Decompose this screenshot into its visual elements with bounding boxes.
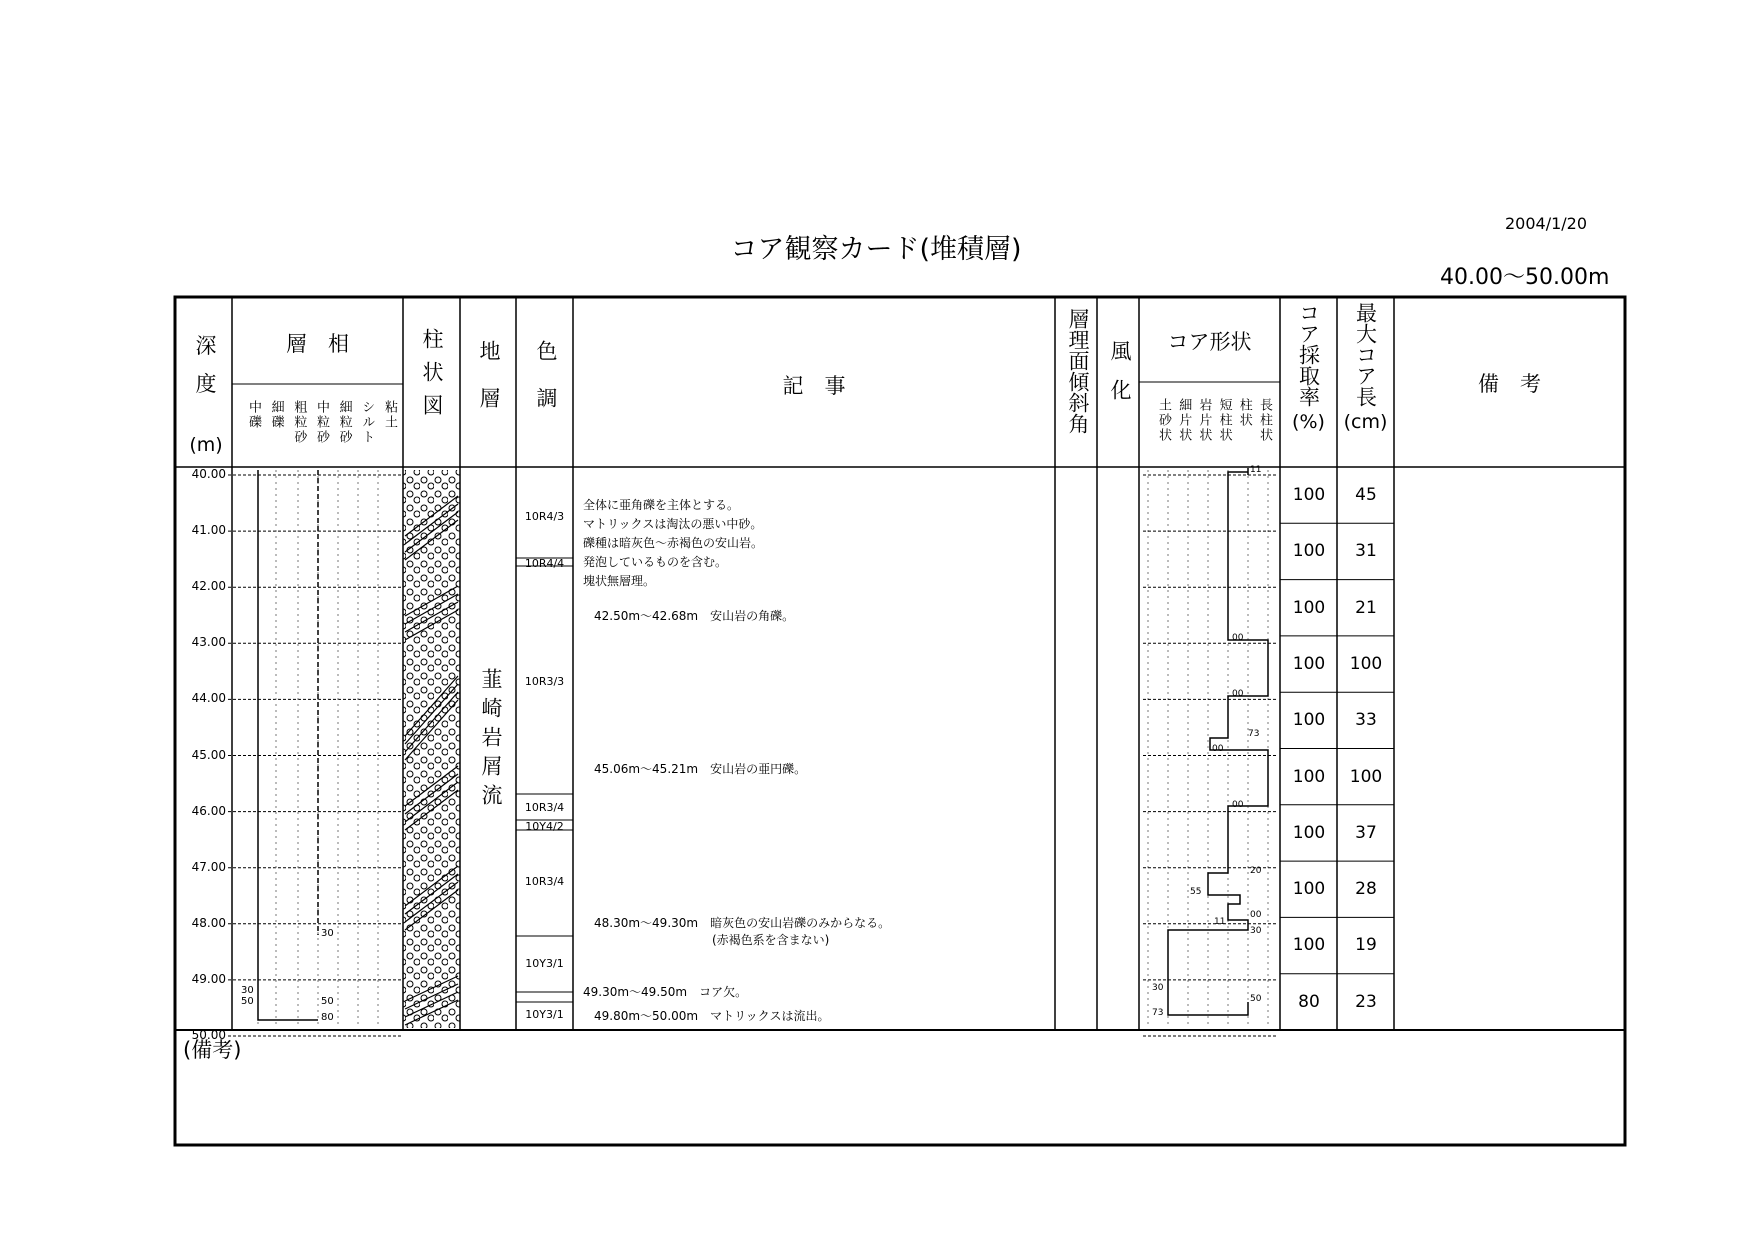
recovery-value: 100 — [1292, 822, 1326, 843]
depth-tick-label: 41.00 — [191, 523, 226, 538]
max-core-value: 21 — [1355, 597, 1377, 618]
note-entry: (赤褐色系を含まない) — [712, 933, 830, 947]
columnar-pattern — [403, 470, 460, 1028]
core-shape-subheaders: 土砂状 細片状 岩片状 短柱状 柱状 長柱状 — [1156, 398, 1272, 443]
page-title: コア観察カード(堆積層) — [730, 234, 1022, 265]
max-core-value: 100 — [1349, 766, 1383, 787]
bedding-angle-header: 層理面傾斜角 — [1066, 308, 1090, 434]
depth-tick-label: 40.00 — [191, 467, 226, 481]
core-shape-label: 30 — [1152, 983, 1164, 993]
notes-general: 全体に亜角礫を主体とする。 マトリックスは淘汰の悪い中砂。 礫種は暗灰色～赤褐色の安山岩。 発泡しているものを含む。 塊状無層理。 — [583, 498, 764, 588]
note-entry: 49.80m～50.00m マトリックスは流出。 — [594, 1009, 830, 1023]
max-core-value: 33 — [1355, 710, 1377, 731]
max-core-value: 45 — [1355, 485, 1377, 505]
recovery-value: 100 — [1292, 597, 1326, 618]
facies-label: 50 — [321, 996, 334, 1007]
core-shape-label: 00 — [1250, 910, 1262, 920]
max-core-value: 23 — [1355, 991, 1377, 1012]
recovery-value: 100 — [1292, 766, 1326, 787]
date: 2004/1/20 — [1505, 214, 1588, 233]
facies-label: 50 — [241, 996, 254, 1007]
depth-tick-label: 47.00 — [191, 859, 226, 874]
depth-tick-label: 48.00 — [191, 915, 226, 930]
note-entry: 42.50m～42.68m 安山岩の角礫。 — [594, 609, 795, 623]
max-core-value: 100 — [1349, 653, 1383, 674]
max-core-header: 最大コア長 (cm) — [1343, 302, 1388, 433]
facies-subheaders: 中礫 細礫 粗粒砂 中粒砂 細粒砂 シルト 粘土 — [246, 400, 397, 445]
color-tone-label: 10Y3/1 — [525, 957, 564, 970]
core-shape-label: 55 — [1190, 887, 1202, 897]
max-core-value: 31 — [1355, 541, 1377, 562]
max-core-value: 28 — [1355, 879, 1377, 900]
facies-profile — [258, 470, 318, 1020]
core-shape-label: 11 — [1250, 465, 1262, 475]
recovery-value: 100 — [1292, 653, 1326, 674]
formation-header: 地層 — [477, 340, 501, 434]
core-shape-label: 73 — [1152, 1008, 1164, 1018]
color-tone-label: 10R3/4 — [524, 801, 565, 814]
depth-range: 40.00～50.00m — [1440, 265, 1610, 290]
color-tone-label: 10Y4/2 — [525, 820, 564, 833]
formation-name: 韮崎岩屑流 — [479, 668, 503, 813]
recovery-value: 100 — [1292, 710, 1326, 731]
depth-tick-label: 49.00 — [191, 971, 226, 986]
weathering-header: 風化 — [1108, 340, 1132, 418]
color-header: 色調 — [534, 340, 558, 434]
core-shape-label: 00 — [1232, 689, 1244, 699]
recovery-value: 100 — [1292, 485, 1326, 505]
core-shape-header: コア形状 — [1167, 330, 1252, 354]
core-shape-label: 00 — [1232, 800, 1244, 810]
depth-tick-label: 43.00 — [191, 635, 226, 650]
color-tone-label: 10R3/3 — [524, 675, 565, 688]
facies-header: 層 相 — [286, 332, 349, 356]
columnar-header: 柱状図 — [420, 328, 444, 427]
recovery-value: 80 — [1298, 991, 1320, 1012]
depth-header: 深 度 (m) — [189, 334, 223, 456]
recovery-value: 100 — [1292, 879, 1326, 900]
note-entry: 48.30m～49.30m 暗灰色の安山岩礫のみからなる。 — [594, 916, 891, 930]
recovery-header: コア採取率 (%) — [1292, 302, 1325, 433]
facies-label: 80 — [321, 1012, 334, 1023]
facies-label: 30 — [241, 985, 254, 996]
color-tone-label: 10R4/4 — [524, 557, 565, 570]
recovery-value: 100 — [1292, 541, 1326, 562]
core-shape-label: 00 — [1212, 744, 1224, 754]
color-tone-label: 10Y3/1 — [525, 1008, 564, 1021]
note-entry: 49.30m～49.50m コア欠。 — [583, 985, 748, 999]
note-entry: 45.06m～45.21m 安山岩の亜円礫。 — [594, 762, 807, 776]
core-shape-label: 73 — [1248, 729, 1260, 739]
footer-remarks-label: (備考) — [183, 1038, 242, 1062]
core-shape-label: 00 — [1232, 633, 1244, 643]
core-shape-label: 20 — [1250, 866, 1262, 876]
notes-header: 記 事 — [782, 374, 846, 398]
max-core-value: 19 — [1355, 935, 1377, 956]
max-core-value: 37 — [1355, 822, 1377, 843]
color-tone-label: 10R3/4 — [524, 875, 565, 888]
facies-label: 30 — [321, 928, 334, 939]
core-shape-label: 50 — [1250, 994, 1262, 1004]
color-tone-label: 10R4/3 — [524, 510, 565, 523]
remarks-header: 備 考 — [1478, 372, 1541, 396]
depth-tick-label: 50.00 — [191, 1028, 226, 1042]
core-shape-label: 11 — [1214, 917, 1226, 927]
depth-tick-label: 44.00 — [191, 691, 226, 706]
depth-tick-label: 42.00 — [191, 579, 226, 594]
core-shape-label: 30 — [1250, 926, 1262, 936]
recovery-value: 100 — [1292, 935, 1326, 956]
depth-tick-label: 45.00 — [191, 747, 226, 762]
depth-tick-label: 46.00 — [191, 803, 226, 818]
